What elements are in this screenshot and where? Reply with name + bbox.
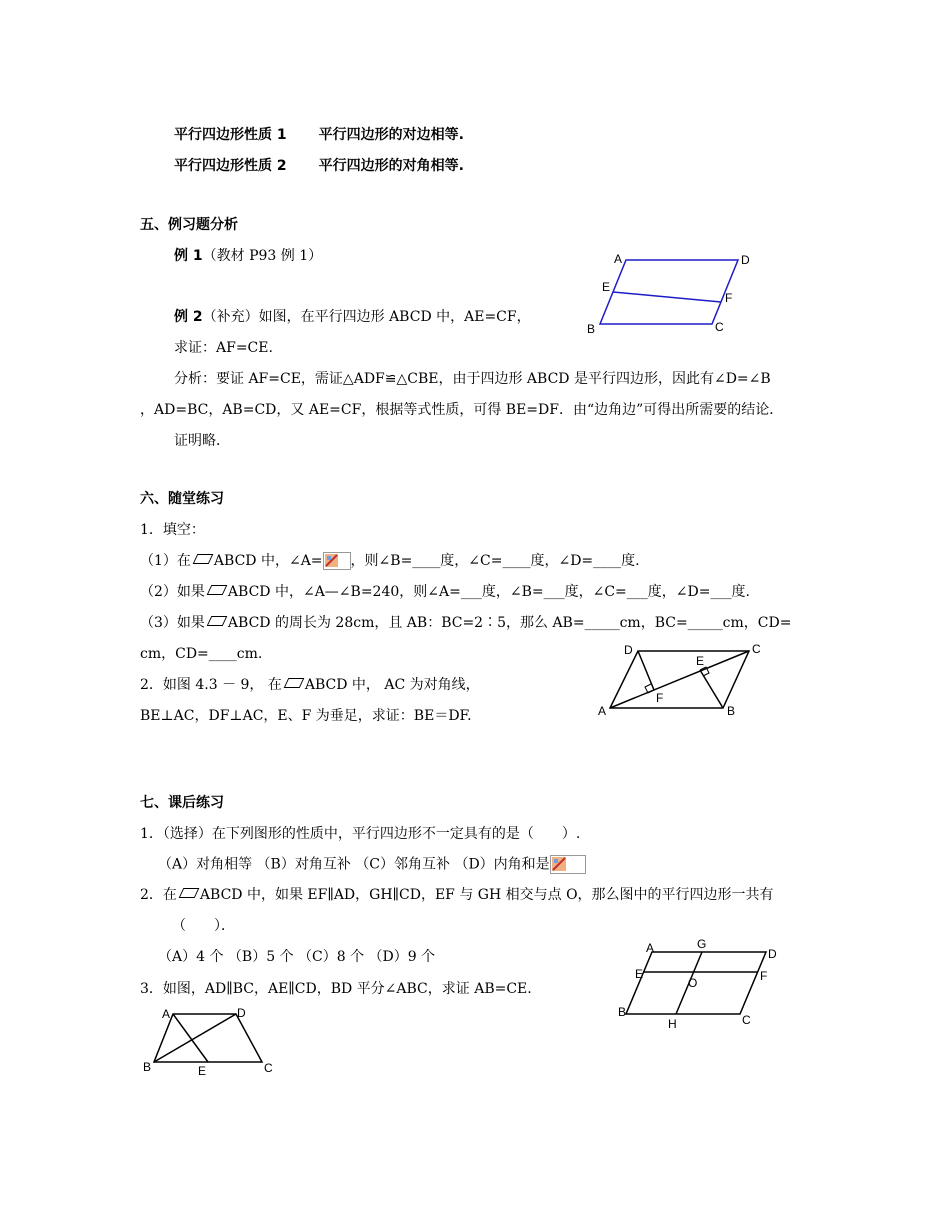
figure-trapezoid-hw-q3 [140,1004,286,1080]
figure-parallelogram-example2 [584,248,764,338]
label-d: D [624,643,633,657]
q1-part3 [140,614,791,632]
parallelogram-symbol [193,554,214,564]
diagonal-ac [610,651,749,708]
q2-line2: BE⊥AC，DF⊥AC，E、F 为垂足，求证：BE＝DF. [140,708,472,724]
hw-q1-options-text: （A）对角相等 （B）对角互补 （C）邻角互补 （D）内角和是 [158,856,550,873]
segment-ef [613,292,721,302]
label-c: C [742,1013,751,1027]
example-2-text: （补充）如图，在平行四边形 ABCD 中，AE=CF， [202,309,531,325]
q2-line1 [140,676,480,694]
q1-part1-middle: ABCD 中，∠A= [213,553,323,569]
label-b: B [587,322,596,336]
label-f: F [760,969,768,983]
label-b: B [618,1005,627,1019]
q1-part3-cont: cm，CD=____cm. [140,646,263,662]
section7-heading: 七、课后练习 [140,795,224,811]
figure-parallelogram-q2 [596,640,766,720]
label-g: G [697,937,707,951]
missing-image-icon [323,552,351,570]
hw-q2-line1 [140,886,774,904]
segment-ae [173,1014,208,1062]
property-1-name: 平行四边形性质 1 [174,127,287,143]
q1-part2 [140,583,750,601]
parallelogram-symbol [284,678,305,688]
label-f: F [656,691,664,705]
segment-df [638,651,654,690]
label-b: B [727,704,736,718]
q1-title: 1．填空： [140,522,205,538]
label-d: D [741,253,750,267]
label-c: C [264,1061,273,1075]
hw-q1-options [158,855,586,874]
label-c: C [715,320,724,334]
missing-image-icon [550,855,586,874]
q2-text: ABCD 中， AC 为对角线， [304,677,480,693]
label-f: F [725,291,733,305]
property-2-name: 平行四边形性质 2 [174,158,287,174]
q1-part3-prefix: （3）如果 [140,615,205,631]
hw-q2-prefix: 2．在 [140,887,177,903]
label-c: C [752,642,761,656]
label-e: E [198,1064,207,1078]
figure-parallelogram-hw-q2 [612,936,788,1032]
label-h: H [668,1017,677,1031]
label-a: A [598,704,607,718]
q1-part3-text: ABCD 的周长为 28cm，且 AB：BC=2∶5，那么 AB=_____cm，BC=_____cm，CD= [227,615,792,631]
label-e: E [635,967,644,981]
label-a: A [614,252,623,266]
example-1-label: 例 1 [174,248,203,264]
q1-part1-prefix: （1）在 [140,553,191,569]
label-e: E [602,280,611,294]
prove-statement: 求证：AF=CE. [174,340,273,356]
hw-q1: 1．（选择）在下列图形的性质中，平行四边形不一定具有的是（ ）. [140,826,581,842]
hw-q2-options: （A）4 个 （B）5 个 （C）8 个 （D）9 个 [158,949,436,965]
q1-part1-suffix: ，则∠B=____度，∠C=____度，∠D=____度. [350,553,640,569]
parallelogram-symbol [179,888,200,898]
example-2 [174,308,531,326]
section6-heading: 六、随堂练习 [140,491,224,507]
label-a: A [162,1007,171,1021]
parallelogram-symbol [207,616,228,626]
analysis-line-2: ，AD=BC，AB=CD，又 AE=CF，根据等式性质，可得 BE=DF．由“边角边”可得出所需要的结论． [140,402,784,418]
label-e: E [696,654,705,668]
label-d: D [237,1006,246,1020]
label-o: O [688,976,698,990]
property-2-text: 平行四边形的对角相等. [318,158,464,174]
hw-q3: 3．如图，AD∥BC，AE∥CD，BD 平分∠ABC，求证 AB=CE. [140,981,532,997]
diagonal-bd [154,1014,236,1062]
section5-heading: 五、例习题分析 [140,217,238,233]
analysis-line-1: 分析：要证 AF=CE，需证△ADF≌△CBE，由于四边形 ABCD 是平行四边形，因此有∠D=∠B [174,371,771,387]
label-b: B [143,1060,152,1074]
property-1 [174,126,464,144]
q1-part2-prefix: （2）如果 [140,584,205,600]
hw-q2-text: ABCD 中，如果 EF∥AD，GH∥CD，EF 与 GH 相交与点 O，那么图中的平行四边形一共有 [199,887,774,903]
label-d: D [768,947,777,961]
property-2 [174,157,464,175]
trapezoid-abcd [154,1014,262,1062]
property-1-text: 平行四边形的对边相等. [318,127,464,143]
example-1-text: （教材 P93 例 1） [202,248,323,264]
parallelogram-symbol [207,585,228,595]
label-a: A [646,941,655,955]
example-1 [174,247,322,265]
example-2-label: 例 2 [174,309,203,325]
q1-part1 [140,552,640,570]
q2-prefix: 2．如图 4.3 － 9， 在 [140,677,282,693]
hw-q2-line2: （ ）． [172,918,235,934]
q1-part2-text: ABCD 中，∠A—∠B=240，则∠A=___度，∠B=___度，∠C=___度，∠D=___度. [227,584,750,600]
proof-omitted: 证明略． [174,433,230,449]
